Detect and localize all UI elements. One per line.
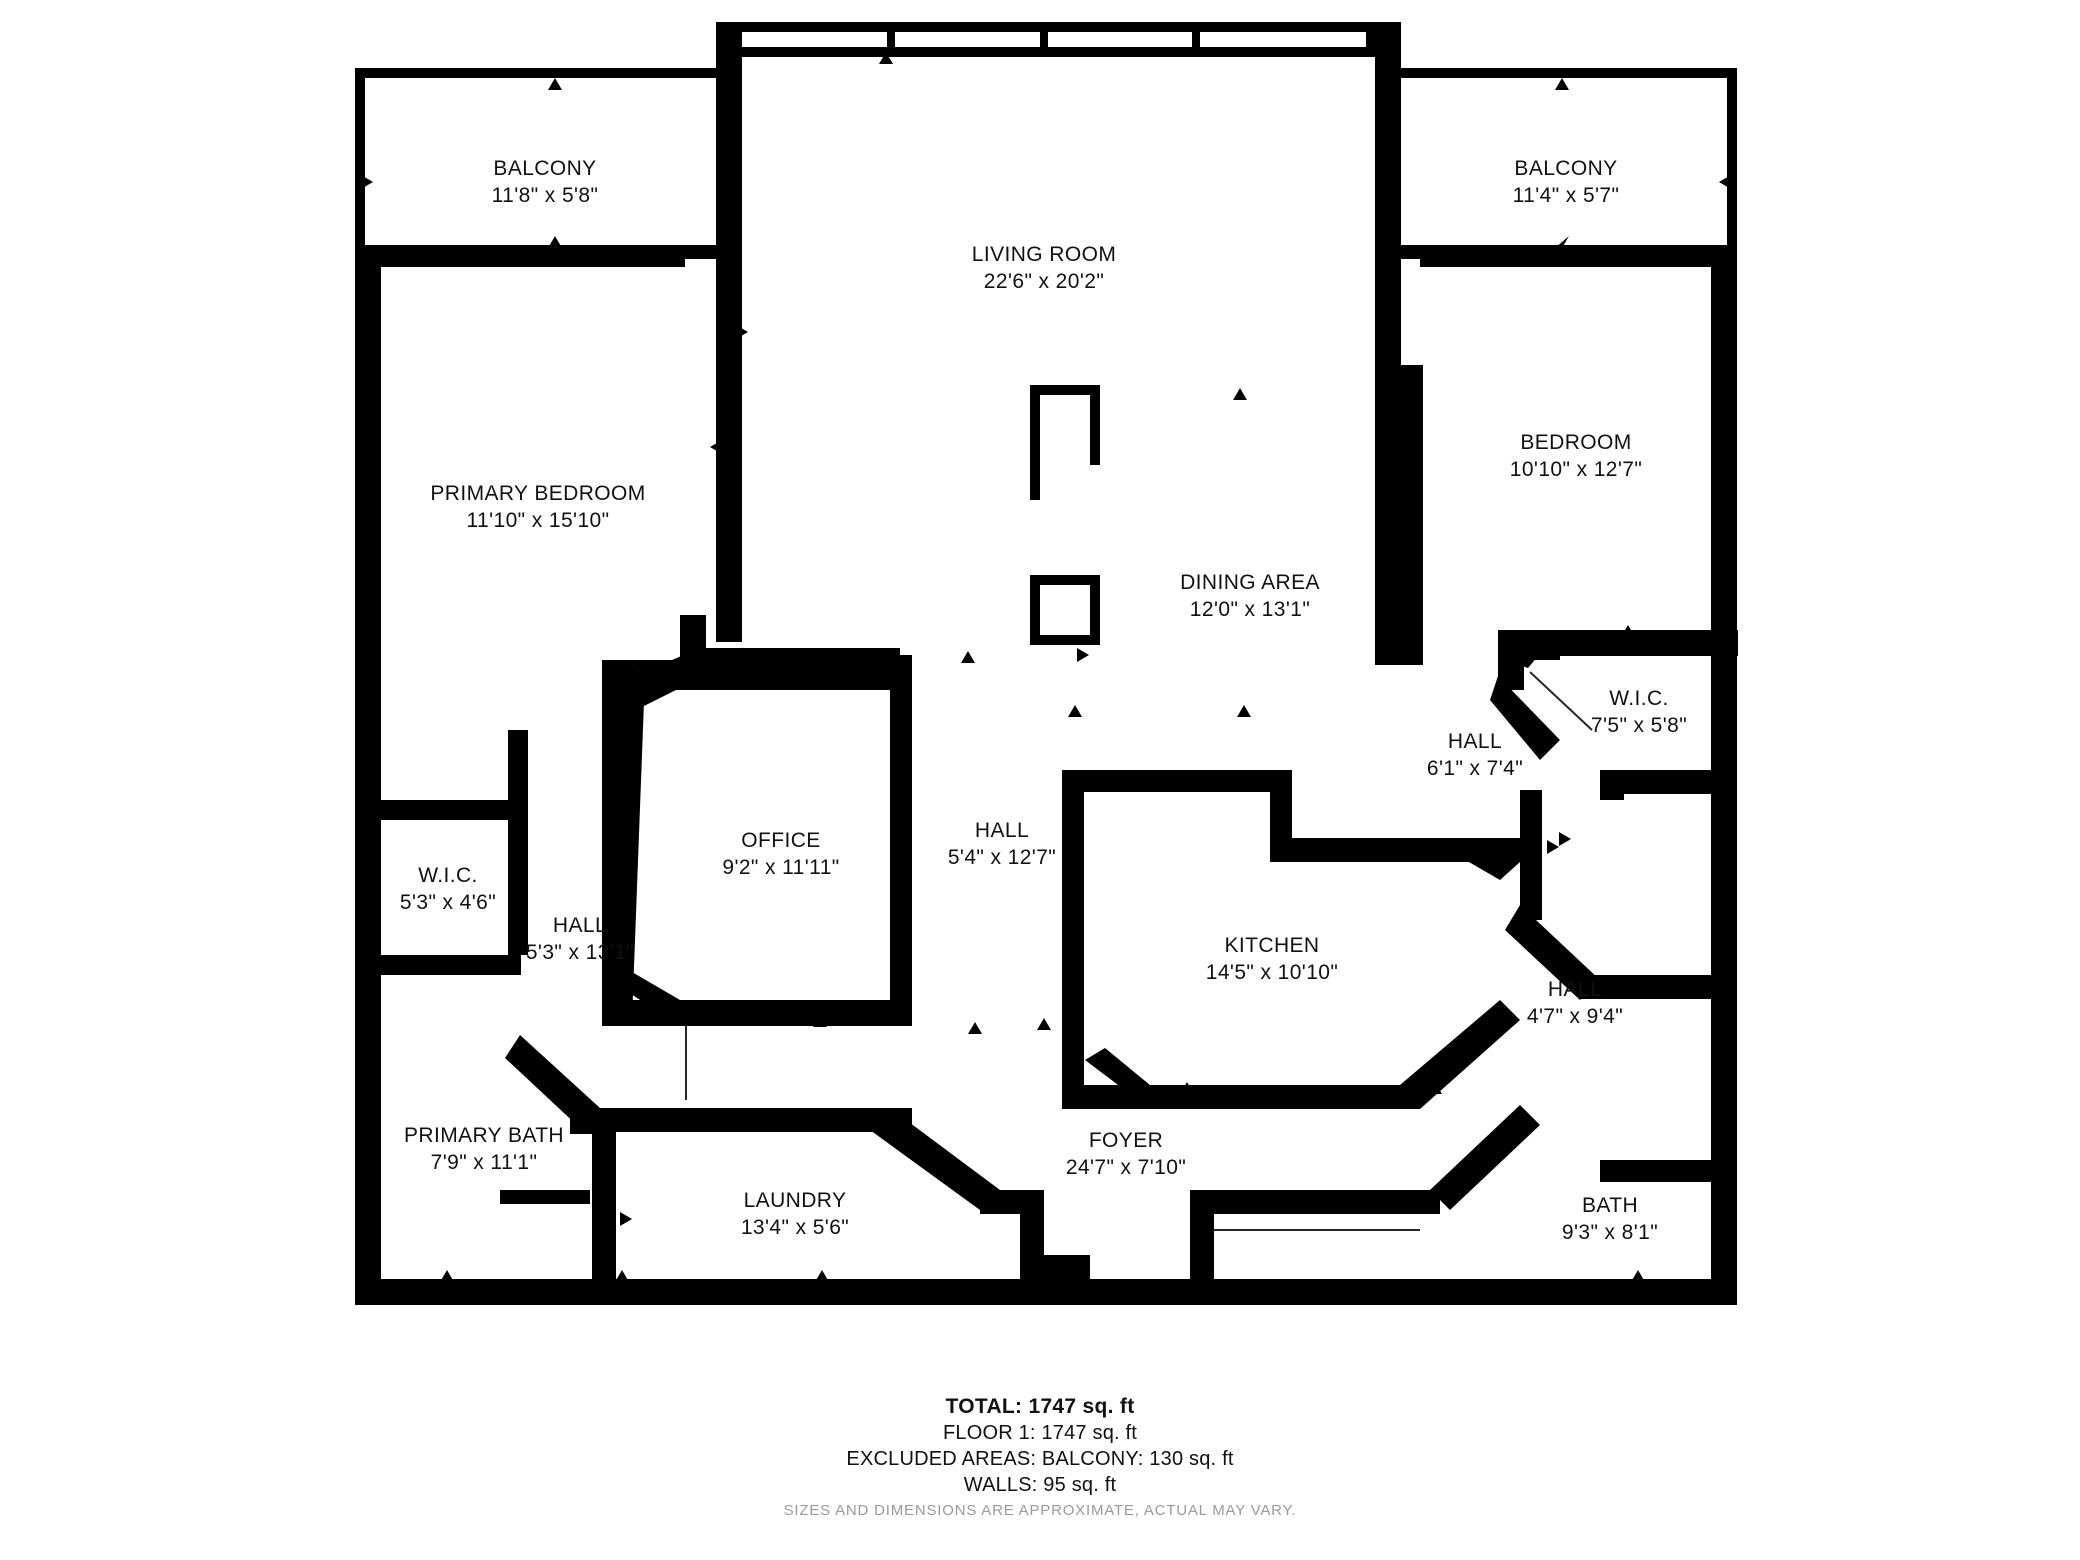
room-label — [972, 242, 1116, 296]
room-label — [1513, 156, 1620, 210]
room-name: HALL — [1447, 730, 1503, 754]
room-name: BALCONY — [493, 157, 597, 181]
room-label — [1527, 977, 1623, 1031]
room-name: FOYER — [1088, 1129, 1164, 1153]
room-label — [404, 1123, 564, 1177]
room-name: LAUNDRY — [743, 1189, 847, 1213]
area-summary — [0, 1395, 2080, 1497]
room-name: PRIMARY BATH — [403, 1124, 565, 1148]
room-label — [1591, 686, 1687, 740]
room-name: BATH — [1581, 1194, 1639, 1218]
room-dimensions: 4'7" x 9'4" — [1526, 1005, 1624, 1028]
room-name: OFFICE — [741, 829, 821, 853]
room-dimensions: 22'6" x 20'2" — [983, 270, 1105, 293]
room-label — [1206, 933, 1338, 987]
room-name: BEDROOM — [1520, 431, 1632, 455]
summary-walls: WALLS: 95 sq. ft — [963, 1474, 1117, 1496]
summary-floor1: FLOOR 1: 1747 sq. ft — [942, 1422, 1138, 1444]
room-name: W.I.C. — [1609, 687, 1669, 711]
room-dimensions: 11'8" x 5'8" — [491, 184, 599, 207]
room-label — [526, 913, 634, 967]
room-dimensions: 9'3" x 8'1" — [1561, 1221, 1659, 1244]
room-name: HALL — [552, 914, 608, 938]
room-name: KITCHEN — [1224, 934, 1320, 958]
room-dimensions: 13'4" x 5'6" — [740, 1216, 850, 1239]
room-dimensions: 5'3" x 13'1" — [525, 941, 635, 964]
room-name: HALL — [974, 819, 1030, 843]
room-dimensions: 14'5" x 10'10" — [1205, 961, 1339, 984]
room-label — [1510, 430, 1642, 484]
room-label — [722, 828, 839, 882]
room-label — [1427, 729, 1523, 783]
room-label — [492, 156, 599, 210]
room-dimensions: 12'0" x 13'1" — [1189, 598, 1311, 621]
room-dimensions: 7'5" x 5'8" — [1590, 714, 1688, 737]
room-name: LIVING ROOM — [971, 243, 1117, 267]
room-label — [948, 818, 1056, 872]
room-dimensions: 5'4" x 12'7" — [947, 846, 1057, 869]
room-label — [1180, 570, 1320, 624]
room-name: PRIMARY BEDROOM — [430, 482, 646, 506]
room-name: BALCONY — [1514, 157, 1618, 181]
room-dimensions: 10'10" x 12'7" — [1509, 458, 1643, 481]
room-name: W.I.C. — [418, 864, 478, 888]
walls-group — [355, 22, 1738, 1305]
room-dimensions: 11'4" x 5'7" — [1512, 184, 1620, 207]
room-label — [1066, 1128, 1186, 1182]
room-dimensions: 24'7" x 7'10" — [1065, 1156, 1187, 1179]
summary-total: TOTAL: 1747 sq. ft — [945, 1395, 1135, 1418]
room-dimensions: 7'9" x 11'1" — [430, 1151, 538, 1174]
room-name: HALL — [1547, 978, 1603, 1002]
summary-disclaimer: SIZES AND DIMENSIONS ARE APPROXIMATE, ACTUAL MAY VARY. — [783, 1502, 1297, 1519]
room-dimensions: 9'2" x 11'11" — [722, 856, 840, 879]
room-label — [400, 863, 496, 917]
summary-excluded: EXCLUDED AREAS: BALCONY: 130 sq. ft — [846, 1448, 1234, 1470]
room-dimensions: 5'3" x 4'6" — [399, 891, 497, 914]
room-label — [1562, 1193, 1658, 1247]
room-label — [430, 481, 645, 535]
room-dimensions: 11'10" x 15'10" — [466, 509, 610, 532]
room-name: DINING AREA — [1180, 571, 1320, 595]
room-label — [741, 1188, 849, 1242]
room-dimensions: 6'1" x 7'4" — [1426, 757, 1524, 780]
